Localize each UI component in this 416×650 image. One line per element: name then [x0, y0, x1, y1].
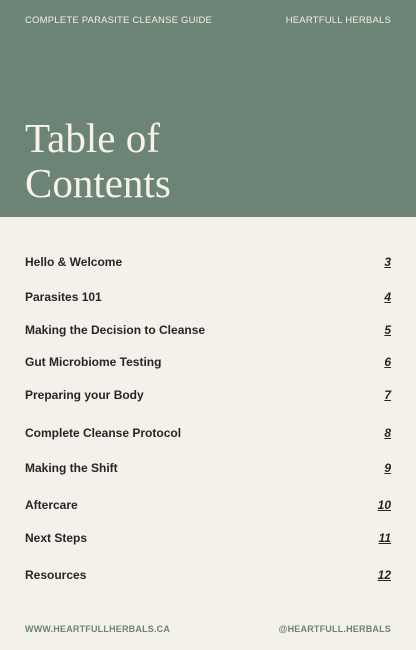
toc-item-label: Preparing your Body — [25, 388, 144, 402]
toc-item-page-link[interactable]: 3 — [384, 255, 391, 269]
toc-item-label: Making the Shift — [25, 461, 118, 475]
toc-item-hello-welcome[interactable] — [25, 255, 391, 275]
toc-item-label: Gut Microbiome Testing — [25, 355, 162, 369]
toc-item-page-link[interactable]: 8 — [384, 426, 391, 440]
toc-item-making-shift[interactable] — [25, 461, 391, 481]
toc-item-resources[interactable] — [25, 568, 391, 588]
toc-item-next-steps[interactable] — [25, 531, 391, 551]
toc-item-page-link[interactable]: 11 — [378, 531, 391, 545]
header-band — [0, 0, 416, 217]
toc-item-page-link[interactable]: 12 — [377, 568, 391, 582]
toc-item-page-link[interactable]: 9 — [384, 461, 391, 475]
toc-item-label: Making the Decision to Cleanse — [25, 323, 206, 337]
footer-website-link[interactable]: WWW.HEARTFULLHERBALS.CA — [25, 624, 171, 634]
page-title — [25, 116, 171, 206]
toc-item-parasites-101[interactable] — [25, 290, 391, 310]
toc-item-aftercare[interactable] — [25, 498, 391, 518]
guide-name: COMPLETE PARASITE CLEANSE GUIDE — [25, 15, 213, 26]
toc-item-page-link[interactable]: 10 — [377, 498, 391, 512]
brand-name: HEARTFULL HERBALS — [285, 15, 391, 26]
title-line-2: Contents — [25, 160, 171, 206]
toc-item-label: Complete Cleanse Protocol — [25, 426, 182, 440]
toc-item-label: Next Steps — [25, 531, 88, 545]
toc-item-label: Resources — [25, 568, 87, 582]
toc-item-page-link[interactable]: 4 — [384, 290, 391, 304]
footer-social-handle[interactable]: @HEARTFULL.HERBALS — [278, 624, 391, 634]
toc-item-cleanse-protocol[interactable] — [25, 426, 391, 446]
toc-item-preparing-body[interactable] — [25, 388, 391, 408]
title-line-1: Table of — [25, 115, 160, 161]
toc-item-label: Aftercare — [25, 498, 78, 512]
toc-item-page-link[interactable]: 7 — [384, 388, 391, 402]
toc-item-label: Parasites 101 — [25, 290, 102, 304]
toc-item-gut-testing[interactable] — [25, 355, 391, 375]
toc-item-decision[interactable] — [25, 323, 391, 343]
toc-item-page-link[interactable]: 5 — [384, 323, 391, 337]
toc-item-page-link[interactable]: 6 — [384, 355, 391, 369]
toc-item-label: Hello & Welcome — [25, 255, 123, 269]
